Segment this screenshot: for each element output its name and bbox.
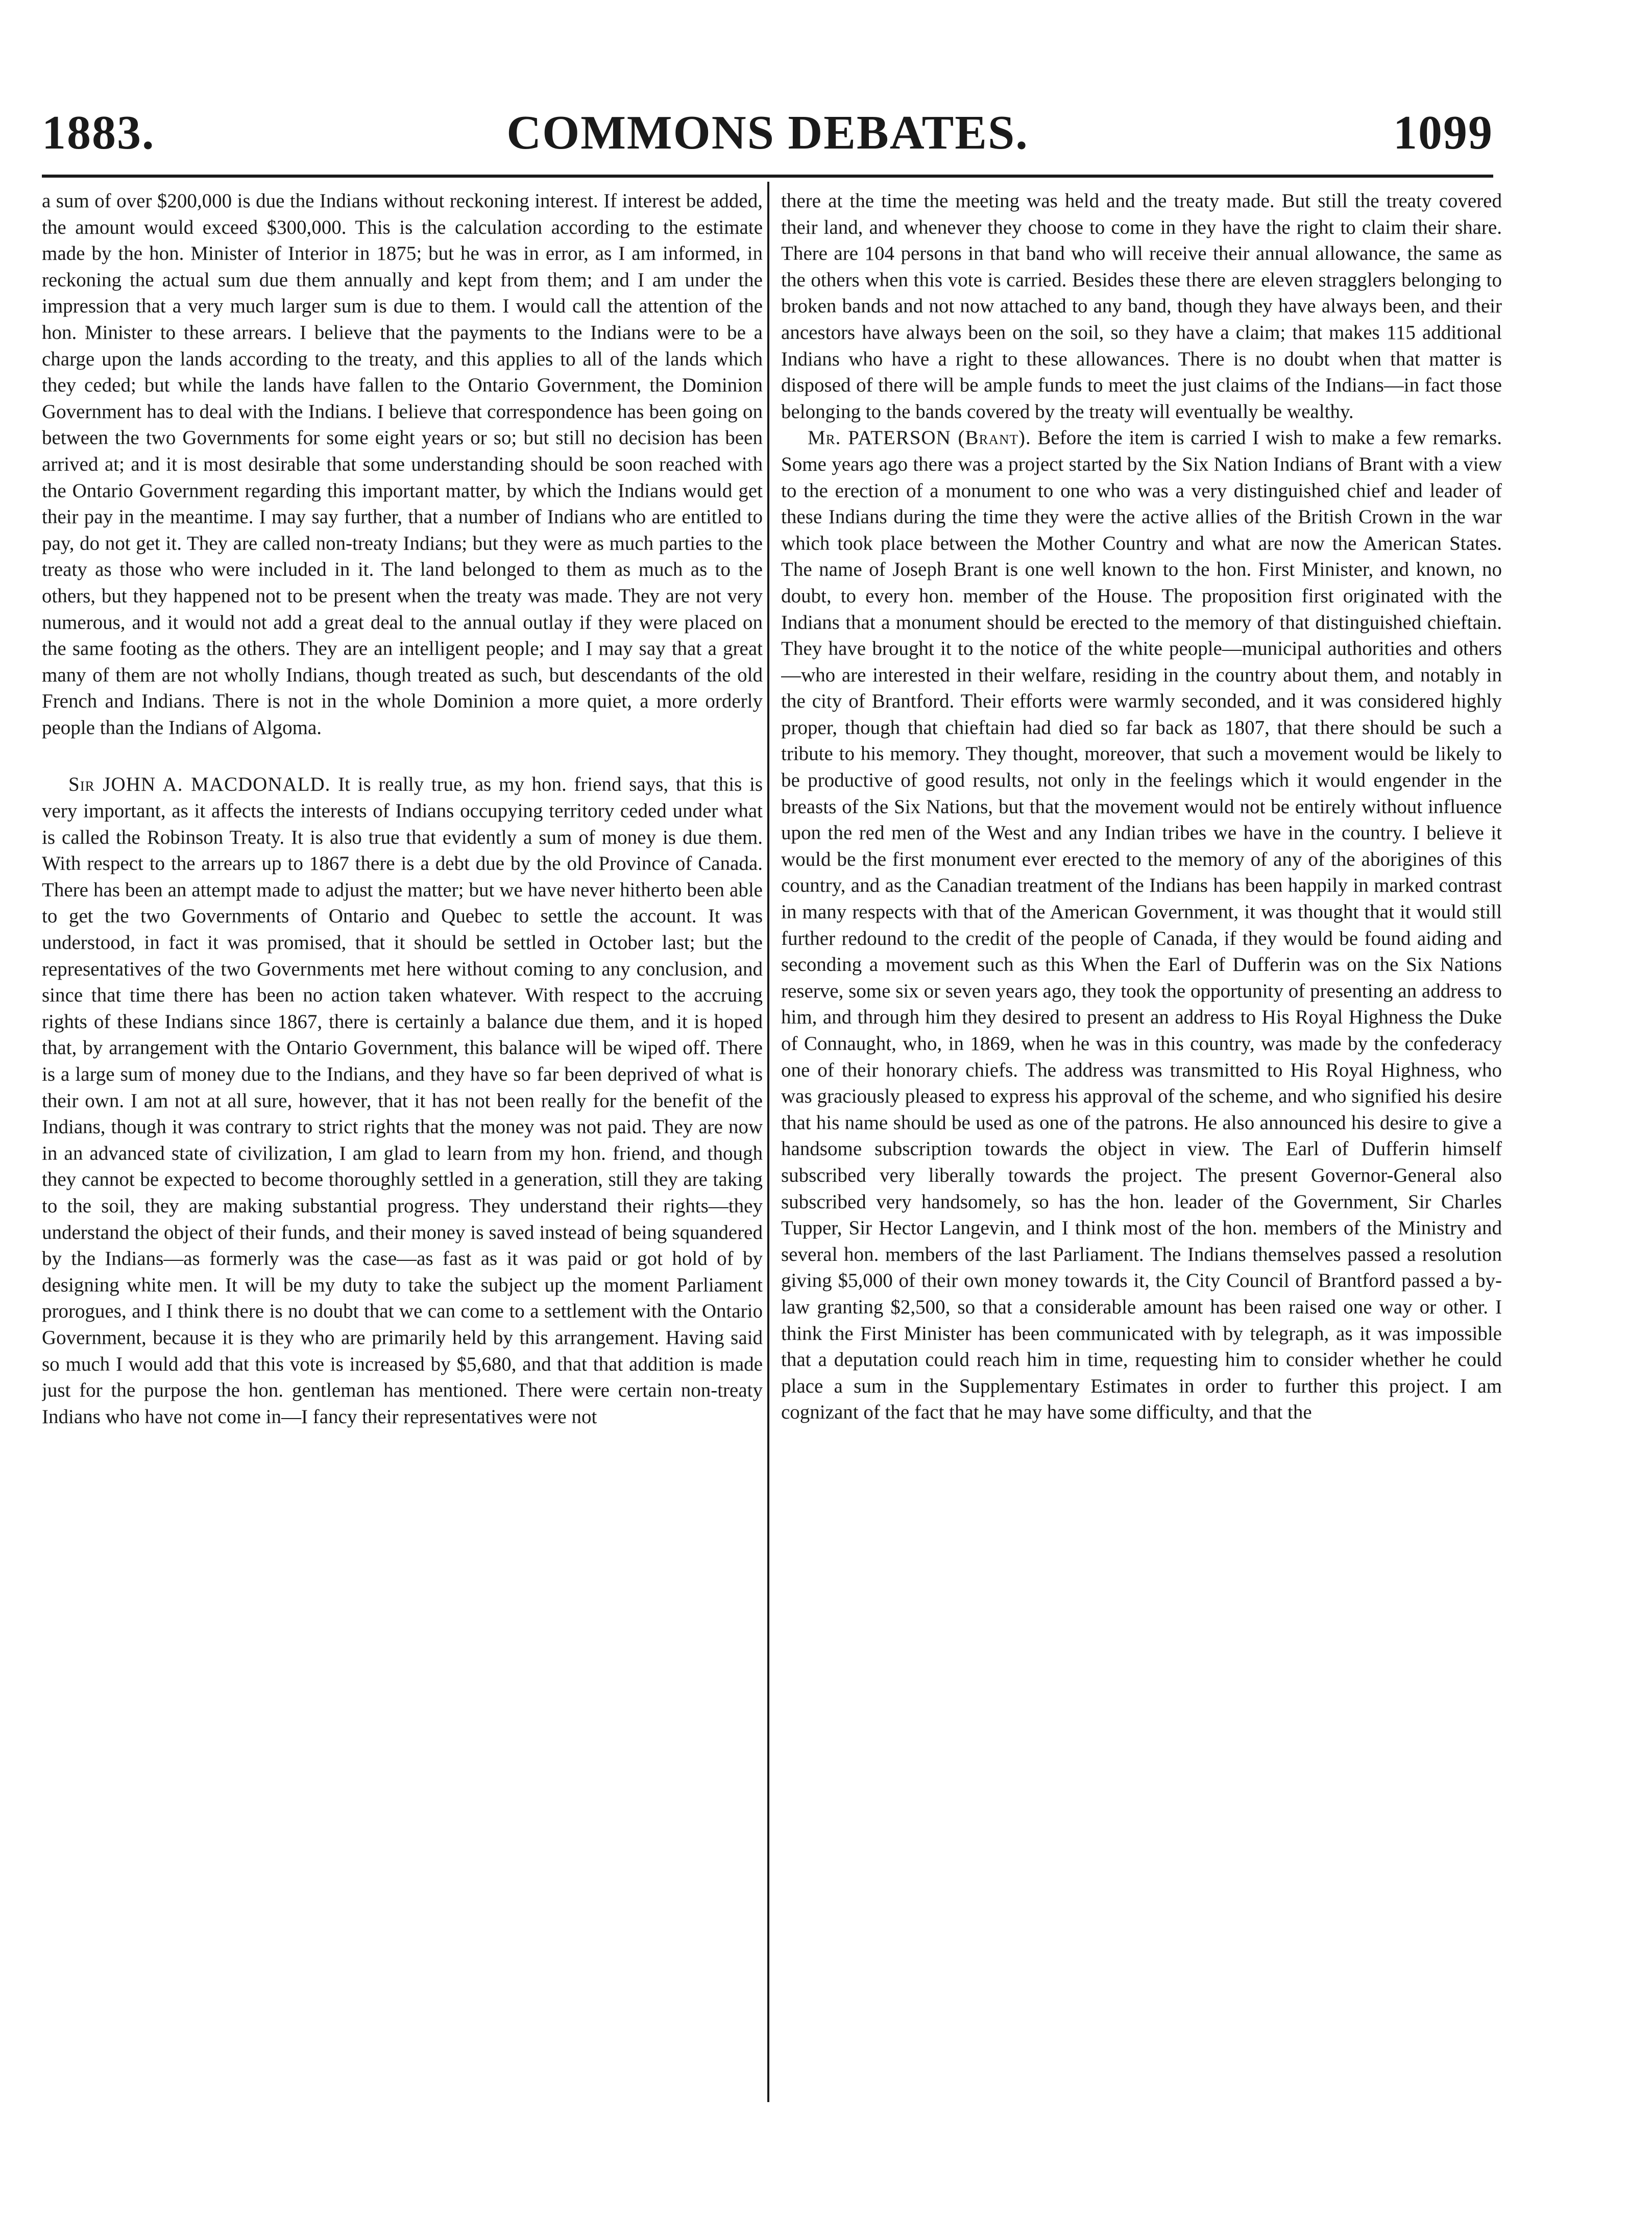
speech-text: Before the item is carried I wish to make a few remarks. Some years ago there was a project started by the Six Nation Indians of Brant with a view to the erection of a monument to one who was a very distinguished chief and leader of these Indians during the time they were the active allies of the British Crown in the war which took place between the Mother Country and what are now the American States. The name of Joseph Brant is one well known to the hon. First Minister, and known, no doubt, to every hon. member of the House. The proposition first originated with the Indians that a monument should be erected to the memory of that distinguished chieftain. They have brought it to the notice of the white people—municipal authorities and others—who are interested in their welfare, residing in the country about them, and notably in the city of Brantford. Their efforts were warmly seconded, and it was considered highly proper, though that chieftain had died so far back as 1807, that there should be such a tribute to his memory. They thought, moreover, that such a movement would be likely to be productive of good results, not only in the feelings which it would engender in the breasts of the Six Nations, but that the movement would not be entirely without influence upon the red men of the West and any Indian tribes we have in the country. I believe it would be the first monument ever erected to the memory of any of the aborigines of this country, and as the Canadian treatment of the Indians has been happily in marked contrast in many respects with that of the American Government, it was thought that it would still further redound to the credit of the people of Canada, if they would be found aiding and seconding a movement such as this When the Earl of Dufferin was on the Six Nations reserve, some six or seven years ago, they took the opportunity of presenting an address to him, and through him they desired to present an address to His Royal Highness the Duke of Connaught, who, in 1869, when he was in this country, was made by the confederacy one of their honorary chiefs. The address was transmitted to His Royal Highness, who was graciously pleased to express his approval of the scheme, and who signified his desire that his name should be used as one of the patrons. He also announced his desire to give a handsome subscription towards the object in view. The Earl of Dufferin himself subscribed very liberally towards the project. The present Governor-General also subscribed very handsomely, so has the hon. leader of the Government, Sir Charles Tupper, Sir Hector Langevin, and I think most of the hon. members of the Ministry and several hon. members of the last Parliament. The Indians themselves passed a resolution giving $5,000 of their own money towards it, the City Council of Brantford passed a by-law granting $2,500, so that a considerable amount has been raised one way or other. I think the First Minister has been communicated with by telegraph, as it was impossible that a deputation could reach him in time, requesting him to consider whether he could place a sum in the Supplementary Estimates in order to further this project. I am cognizant of the fact that he may have some difficulty, and that the xyxy=(781,427,1502,1424)
paragraph: there at the time the meeting was held and the treaty made. But still the treaty covered their land, and whenever they choose to come in they have the right to claim their share. There are 104 persons in that band who will receive their annual allowance, the same as the others when this vote is carried. Besides these there are eleven stragglers belonging to broken bands and not now attached to any band, though they have always been, and their ancestors have always been on the soil, so they have a claim; that makes 115 additional Indians who have a right to these allowances. There is no doubt when that matter is disposed of there will be ample funds to meet the just claims of the Indians—in fact those belonging to the bands covered by the treaty will eventually be wealthy. xyxy=(781,190,1502,423)
page-header xyxy=(42,102,1493,163)
paragraph: a sum of over $200,000 is due the Indians without reckoning interest. If interest be added, the amount would exceed $300,000. This is the calculation according to the estimate made by the hon. Minister of Interior in 1875; but he was in error, as I am informed, in reckoning the actual sum due them annually and kept from them; and I am under the impression that a very much larger sum is due to them. I would call the attention of the hon. Minister to these arrears. I believe that the payments to the Indians were to be a charge upon the lands according to the treaty, and this applies to all of the lands which they ceded; but while the lands have fallen to the Ontario Government, the Dominion Government has to deal with the Indians. I believe that correspondence has been going on between the two Governments for some eight years or so; but still no decision has been arrived at; and it is most desirable that some understanding should be soon reached with the Ontario Government regarding this important matter, by which the Indians would get their pay in the meantime. I may say further, that a number of Indians who are entitled to pay, do not get it. They are called non-treaty Indians; but they were as much parties to the treaty as those who were included in it. The land belonged to them as much as to the others, but they happened not to be present when the treaty was made. They are not very numerous, and it would not add a great deal to the annual outlay if they were placed on the same footing as the others. They are an intelligent people; and I may say that a great many of them are not wholly Indians, though treated as such, but descendants of the old French and Indians. There is not in the whole Dominion a more quiet, a more orderly people than the Indians of Algoma. xyxy=(42,190,763,739)
column-divider xyxy=(767,182,769,2102)
page-number: 1099 xyxy=(1393,106,1493,159)
right-column xyxy=(781,188,1502,2102)
speech-paragraph xyxy=(42,771,763,1430)
publication-title: COMMONS DEBATES. xyxy=(506,106,1029,159)
header-rule xyxy=(42,175,1493,178)
speaker-name: Sir JOHN A. MACDONALD. xyxy=(68,773,331,796)
speech-paragraph xyxy=(781,425,1502,1426)
speech-text: It is really true, as my hon. friend says, that this is very important, as it affects the interests of Indians occupying territory ceded under what is called the Robinson Treaty. It is also true that evidently a sum of money is due them. With respect to the arrears up to 1867 there is a debt due by the old Province of Canada. There has been an attempt made to adjust the matter; but we have never hitherto been able to get the two Governments of Ontario and Quebec to settle the account. It was understood, in fact it was promised, that it should be settled in October last; but the representatives of the two Governments met here without coming to any conclusion, and since that time there has been no action taken whatever. With respect to the accruing rights of these Indians since 1867, there is certainly a balance due them, and it is hoped that, by arrangement with the Ontario Government, this balance will be wiped off. There is a large sum of money due to the Indians, and they have so far been deprived of what is their own. I am not at all sure, however, that it has not been really for the benefit of the Indians, though it was contrary to strict rights that the money was not paid. They are now in an advanced state of civilization, I am glad to learn from my hon. friend, and though they cannot be expected to become thoroughly settled in a generation, still they are taking to the soil, they are making substantial progress. They understand their rights—they understand the object of their funds, and their money is saved instead of being squandered by the Indians—as formerly was the case—as fast as it was paid or got hold of by designing white men. It will be my duty to take the subject up the moment Parliament prorogues, and I think there is no doubt that we can come to a settlement with the Ontario Government, because it is they who are primarily held by this arrangement. Having said so much I would add that this vote is increased by $5,680, and that that addition is made just for the purpose the hon. gentleman has mentioned. There were certain non-treaty Indians who have not come in—I fancy their representatives were not xyxy=(42,773,763,1428)
page-year: 1883. xyxy=(42,106,155,159)
left-column xyxy=(42,188,763,2102)
speaker-name: Mr. PATERSON (Brant). xyxy=(808,427,1031,449)
